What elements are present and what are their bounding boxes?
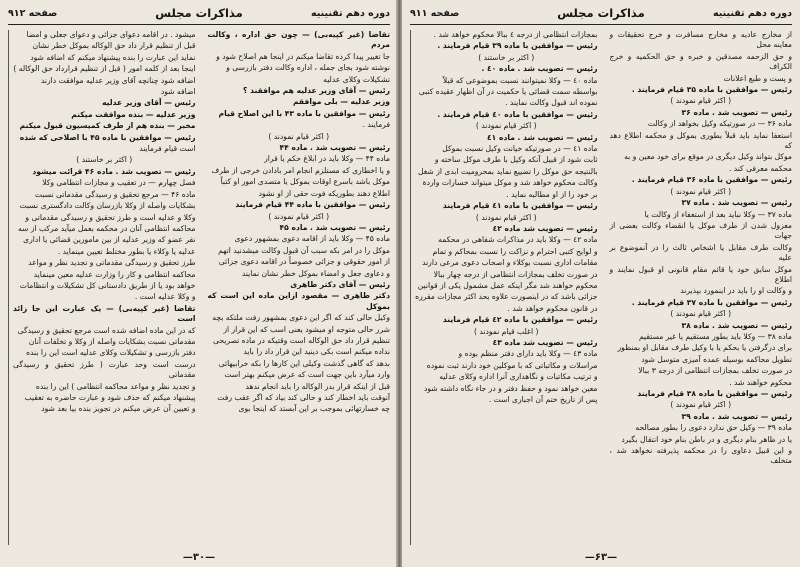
speaker-line: رئیس — موافقین با ماده ۳۹ قیام فرمایند . <box>437 41 598 51</box>
text-line: است قیام فرمایند <box>139 144 196 154</box>
text-line: قبل از اینکه قرار بدر الوکاله را باید انجام ندهد <box>245 381 390 391</box>
speaker-line: رئیس — تصویب شد . ماده ۳۷ <box>681 198 792 208</box>
left-page-columns <box>8 30 390 545</box>
vote-result-line: ( اغلب قیام نمودند ) <box>474 326 539 336</box>
text-line: ماده ۳۹ — وکیل حق ندارد دعوی را بطور مصالحه <box>635 423 792 433</box>
text-line: اطلاع دهند بطوریکه فوت حقی از او نشود <box>258 188 390 198</box>
text-line: جا تغییر پیدا کرده تقاضا میکنم در اینجا هم اصلاح شود و <box>216 51 390 61</box>
text-line: شرر حالی متوجه او میشود یعنی اسب که این قرار از <box>223 324 390 334</box>
text-line: نداده میکنم است بکی دینید این قرار داد را باید <box>243 347 390 357</box>
speaker-line: دکتر طاهری — مقصود ازاین ماده این است که بموکل <box>207 291 390 311</box>
text-line: مقامات اداری نسبت بوکلاء و اصحاب دعوی مرعی دارند <box>422 258 598 268</box>
vote-result-line: ( اکثر قیام نمودند ) <box>475 212 537 222</box>
speaker-line: رئیس — تصویب شد . ماده ٤١ <box>487 132 598 142</box>
text-line: که در این ماده اضافه شده است مرجع تحقیق و رسیدگی <box>17 325 196 335</box>
speaker-line: رئیس — موافقین با ماده ۴۴ قیام فرمایند <box>235 200 390 210</box>
left-page-folio: —۳۰— <box>182 552 216 563</box>
text-line: از مخارج عادیه و مخارج مسافرت و خرج تحقیقات و معاینه محل <box>609 30 792 50</box>
text-line: نماید این عبارت را بنده پیشنهاد میکنم که اضافه شود <box>30 52 196 62</box>
text-line: و پست و طبع اعلانات <box>723 73 792 83</box>
text-line: از امور حقوقی و جزائی خصوصاً در اقامه دعوی جزائی <box>218 257 390 267</box>
speaker-line: رئیس — تصویب شد ماده ٤٣ <box>492 337 598 347</box>
text-line: معین خواهد نمود و حفظ دفتر و در جاء نگاه داشته شود <box>423 383 598 393</box>
speaker-line: رئیس — موافقین با ماده ۳۵ قیام فرمایند . <box>631 85 792 95</box>
speaker-line: رئیس — تصویب شد . ماده ۳۹ <box>681 411 792 421</box>
left-header-title: مذاکرات مجلس <box>155 6 243 20</box>
text-line: استعفا نماید باید قبلاً بطوری بموکل و محکمه اطلاع دهد که <box>609 130 792 151</box>
text-line: برای درگرفتن یا بحکم یا با وکیل طرف مقابل او بمنظور <box>617 343 792 353</box>
text-line: محکوم خواهند شد مگر اینکه عمل مشمول یکی از قوانین <box>417 280 598 290</box>
speaker-line: رئیس — موافقین با ماده ٤١ قیام فرمایند <box>442 201 598 211</box>
text-line: درست است وحد عبارت ( طرز تحقیق و رسیدگی مقدماتی <box>13 359 196 380</box>
text-line: و یا اخطاری که مستلزم انجام امر بادادن خرجی از طرف <box>211 165 390 175</box>
text-line: تطویل محاکمه بوسیله عمده آمیزی متوسل شود <box>641 354 792 364</box>
vote-result-line: ( اکثر قیام نمودند ) <box>475 121 537 131</box>
text-line: بشکایات واصله از وکلا بازرسان وکالت دادگستری نسبت <box>19 201 196 211</box>
speaker-line: وزیر عدلیه — بلی موافقم <box>292 97 390 107</box>
text-line: بمجازات انتظامی از درجه ٤ ببالا محکوم خواهد شد . <box>433 30 598 39</box>
text-line: بواسطه سمت قضائی یا حکمیت در آن اظهار عقیده کتبی <box>418 87 598 97</box>
text-line: خواهد بود یا از طریق دادستانی کل تشکیلات و انتظامات <box>19 280 196 290</box>
text-line: محاکمه انتظامی آنان در محکمه بعمل میآید مرکب از سه <box>17 223 196 233</box>
speaker-line: رئیس — موافقین با ماده ۳۷ قیام فرمایند . <box>631 297 792 307</box>
speaker-line: رئیس — تصویب شد . ماده ٤٠ . <box>481 64 598 74</box>
text-line: موکل باشد باسرع اوقات بموکل یا متصدی امور او کتباً <box>220 177 390 187</box>
vote-result-line: ( اکثر بر خاستند ) <box>76 155 133 165</box>
speaker-line: مخبر — بنده هم از طرف کمیسیون قبول میکنم <box>19 121 196 131</box>
text-line: و این قبیل دعاوی را در محکمه پذیرفته نخواهد شد ، متخلف <box>609 446 792 466</box>
right-header-page-number: صفحه ۹۱۱ <box>410 8 460 19</box>
vote-result-line: ( اکثر قیام نمودند ) <box>670 309 732 319</box>
speaker-line: رئیس — موافقین با ماده ٤٢ قیام فرمایند <box>442 315 598 325</box>
text-line: و لوایح کتبی احترام و نزاکت را نسبت بمحاکم و تمام <box>432 246 598 256</box>
text-line: مقدماتی نسبت بشکایات واصله از وکلا و تخلفات آنان <box>28 336 196 346</box>
text-line: و حق الزحمه مصدقین و خبره و حق الحکمیه و خرج الکراف <box>609 51 792 72</box>
text-line: در قانون محکوم خواهد شد . <box>507 303 598 313</box>
speaker-line: رئیس — موافقین با ماده ۴۵ با اصلاحی که شده <box>19 132 196 142</box>
text-line: دفتر بازرسی و تشکیلات وکلای عدلیه است این را بنده <box>26 348 196 358</box>
text-line: موکل را در امر بکه سبب آن قبول وکالت میشدنید اتهم <box>218 245 390 255</box>
vote-result-line: ( اکثر قیام نمودند ) <box>670 186 732 196</box>
left-page <box>0 0 398 567</box>
text-line: در صورت تخلف بمجازات انتظامی از درجه ۳ ببالا <box>638 366 792 376</box>
left-header-page-number: صفحه ۹۱۲ <box>8 8 58 19</box>
right-header-title: مذاکرات مجلس <box>557 6 645 20</box>
text-line: چه خسارتهائی بموجب بر این آبستد که اینجا بوی <box>238 404 390 414</box>
text-line: ماده ۴۶ — مرجع تحقیق و رسیدگی مقدماتی نسبت <box>34 189 196 199</box>
text-line: در صورت تخلف بمجازات انتظامی از درجه چهار ببالا <box>433 269 598 279</box>
text-line: و وکلا عدلیه است . <box>134 292 196 302</box>
text-line: فرمایند . <box>362 120 390 130</box>
left-page-column-right <box>204 30 391 545</box>
left-page-header <box>8 6 390 25</box>
text-line: ماده ٤٠ — وکلا نمیتوانند نسبت بموضوعی که قبلاً <box>442 75 598 85</box>
speaker-line: رئیس — آقای دکتر طاهری <box>290 279 390 289</box>
text-line: موکل سابق خود یا قائم مقام قانونی او قبول نمایند و اطلاع <box>609 264 792 284</box>
text-line: پس از تاریخ ختم آن اجباری است . <box>488 395 598 404</box>
speaker-line: رئیس — تصویب شد . ماده ۴۴ <box>279 143 390 153</box>
speaker-line: وزیر عدلیه — بنده موافقت میکنم <box>71 109 196 119</box>
text-line: ثابت شود از قبیل آنکه وکیل با طرف موکل ساخته و <box>434 155 598 165</box>
speaker-line: رئیس — تصویب شد . ماده ۳۸ <box>681 320 792 330</box>
speaker-line: رئیس — تصویب شد ماده ٤٢ <box>492 223 598 233</box>
text-line: نوشته شود بجای جمله ، اداره وکالت دفتر بازرسی و <box>226 63 390 73</box>
text-line: آنوقت باید اخطار کند و حالی کند بیاد که اگر عقب رفت <box>217 393 390 402</box>
text-line: وکالت طرف مقابل یا اشخاص ثالث را در آنموضوع بر علیه <box>609 242 792 263</box>
text-line: بدهد که گاهی گذشت وکیلی این کارها را بکه خرابیهائی <box>218 358 390 368</box>
speaker-line: رئیس — آقای وزیر عدلیه <box>102 98 196 108</box>
text-line: نفر عضو که وزیر عدلیه از بین مامورین قضائی یا اداری <box>23 235 196 245</box>
text-line: اضافه شود <box>160 87 196 97</box>
text-line: محاکمه انتظامی و کار را وزارت عدلیه معین مینماید <box>33 269 196 279</box>
speaker-line: رئیس — تصویب شد . ماده ۴۶ قرائت میشود <box>32 166 196 176</box>
speaker-line: رئیس — تصویب شد . ماده ۴۵ <box>279 222 390 232</box>
text-line: وارد میآرد باین جهت است که عرض میکنم بهتر است <box>224 370 390 380</box>
text-line: وکالت محکوم خواهد شد و موکل میتواند خسارات واردة <box>422 178 598 188</box>
text-line: ماده ۴۴ — وکلا باید در ابلاغ حکم یا قرار <box>264 154 390 164</box>
text-line: محکمه معرفی کند . <box>728 163 792 173</box>
vote-result-line: ( اکثر قیام نمودند ) <box>268 131 330 141</box>
text-line: میشود . در اقامه دعوای جزائی و دعوای جعلی و امضا <box>26 30 196 39</box>
text-line: عدلیه یا وکلاء یا بطور مختلط تعیین مینماید . <box>57 246 196 256</box>
speaker-line: رئیس — موافقین با ماده ۳۶ قیام فرمایند . <box>631 175 792 185</box>
text-line: تشکیلات وکلای عدلیه <box>323 74 390 84</box>
text-line: ماده ٤٢ — وکلا باید در مذاکرات شفاهی در محکمه <box>438 235 598 245</box>
text-line: و تعیین آن عرض میکنم در تجویز بنده بیا بعد شود <box>41 404 196 414</box>
left-header-session: دوره دهم تقنینیه <box>310 8 390 19</box>
speaker-line: تقاضا (غیر کپیه‌بی) — چون حق اداره ، وکالت مردم <box>207 30 390 50</box>
text-line: بر خود را از او مطالبه نماید . <box>506 189 598 199</box>
speaker-line: رئیس — موافقین با ماده ٤٠ قیام فرمایند . <box>437 109 598 119</box>
text-line: طرز تحقیق و رسیدگی مقدماتی و تجدید نظر و مواعد <box>28 258 196 268</box>
text-line: ماده ۴۵ — وکلا باید از اقامه دعوی بمشهور دعوی <box>234 234 390 244</box>
text-line: ماده ۳۶ — در صورتیکه وکیل بخواهد از وکالت <box>647 119 792 129</box>
text-line: جزائی باشد که در اینصورت علاوه بحد اکثر مجازات مقرره <box>415 292 598 302</box>
text-line: اضافه شود چنانچه آقای وزیر عدلیه موافقت دارند <box>40 75 196 85</box>
text-line: و دعاوی جعل و امضاء بموکل خطر نشان نمایند <box>241 268 390 278</box>
text-line: و تجدید نظر و مواعد محاکمه انتظامی ) این را بنده <box>35 381 196 391</box>
text-line: پیشنهاد میکنم که حذف شود و عبارت حاضره به تعقیب <box>24 393 196 402</box>
speaker-line: رئیس — تصویب شد . ماده ۳۶ <box>681 107 792 117</box>
text-line: و وکالت او را باید در اینمورد بپذیرند <box>680 286 792 296</box>
speaker-line: رئیس — موافقین با ماده ۳۸ قیام فرمایند <box>637 389 792 398</box>
text-line: فصل چهارم — در تعقیب و مجازات انتظامی وکلا <box>42 178 196 188</box>
vote-result-line: ( اکثر بر خاستند ) <box>478 52 535 62</box>
right-page-column-right <box>606 30 793 545</box>
right-page-columns <box>410 30 792 545</box>
text-line: وکلا و عدلیه است و طرز تحقیق و رسیدگی مقدماتی و <box>25 212 196 222</box>
text-line: بالنتیجه حق موکل را تضییع نماید بمحرومیت ابدی از شغل <box>418 166 598 176</box>
text-line: موکل بتواند وکیل دیگری در موقع برای خود معین و به <box>624 152 792 162</box>
speaker-line: رئیس — آقای وزیر عدلیه هم موافقند ؟ <box>243 86 390 96</box>
text-line: قبل از تنظیم قرار داد حق الوکاله بموکل خطر نشان <box>32 41 196 51</box>
left-page-column-left <box>8 30 196 545</box>
text-line: محکوم خواهند شد . <box>729 377 792 387</box>
text-line: و ترتیب مکاتبات و نگاهداری آنرا اداره وکلای عدلیه <box>439 372 598 382</box>
vote-result-line: ( اکثر قیام نمودند ) <box>268 211 330 221</box>
text-line: نموده اند قبول وکالت نمایند . <box>505 98 598 108</box>
vote-result-line: ( اکثر قیام نمودند ) <box>670 96 732 106</box>
text-line: ماده ۳۸ — وکلا باید بطور مستقیم یا غیر مستقیم <box>638 331 792 341</box>
speaker-line: تقاضا (غیر کپیه‌بی) — یک عبارت این جا زائد است <box>13 303 196 324</box>
right-page-column-left <box>410 30 598 545</box>
right-page-folio: —۶۳— <box>584 552 618 563</box>
right-page <box>402 0 800 567</box>
text-line: تنظیم قرار داد حق الوکاله است وقتیکه در ماده تصریحی <box>213 335 390 345</box>
text-line: ماده ۳۷ — وکلا نباید بعد از استعفاء از وکالت یا <box>644 209 792 219</box>
right-page-header <box>410 6 792 25</box>
text-line: وکیل حالی کند که اگر این دعوی بمشهور رفت ملتکه بچه <box>212 313 390 323</box>
right-header-session: دوره دهم تقنینیه <box>712 8 792 19</box>
text-line: معزول شدن از طرف موکل یا انقضاء وکالت بعضی از جهات <box>609 220 792 241</box>
text-line: ماده ٤٣ — وکلا باید دارای دفتر منظم بوده و <box>458 349 598 359</box>
speaker-line: رئیس — موافقین با ماده ۴۳ با این اصلاح قیام <box>218 108 390 118</box>
text-line: اینجا بعد از کلمه امور ( قبل از تنظیم قرارداد حق الوکاله ) <box>13 64 196 74</box>
text-line: مراسلات و مکاتباتی که با موکلین خود دارند ثبت نموده <box>426 360 598 370</box>
text-line: ماده ٤١ — در صورتیکه خیانت وکیل نسبت بموکل <box>442 144 598 154</box>
text-line: یا در ظاهر بنام دیگری و در باطن بنام خود انتقال بگیرد <box>621 434 792 444</box>
vote-result-line: ( اکثر قیام نمودند ) <box>670 400 732 410</box>
